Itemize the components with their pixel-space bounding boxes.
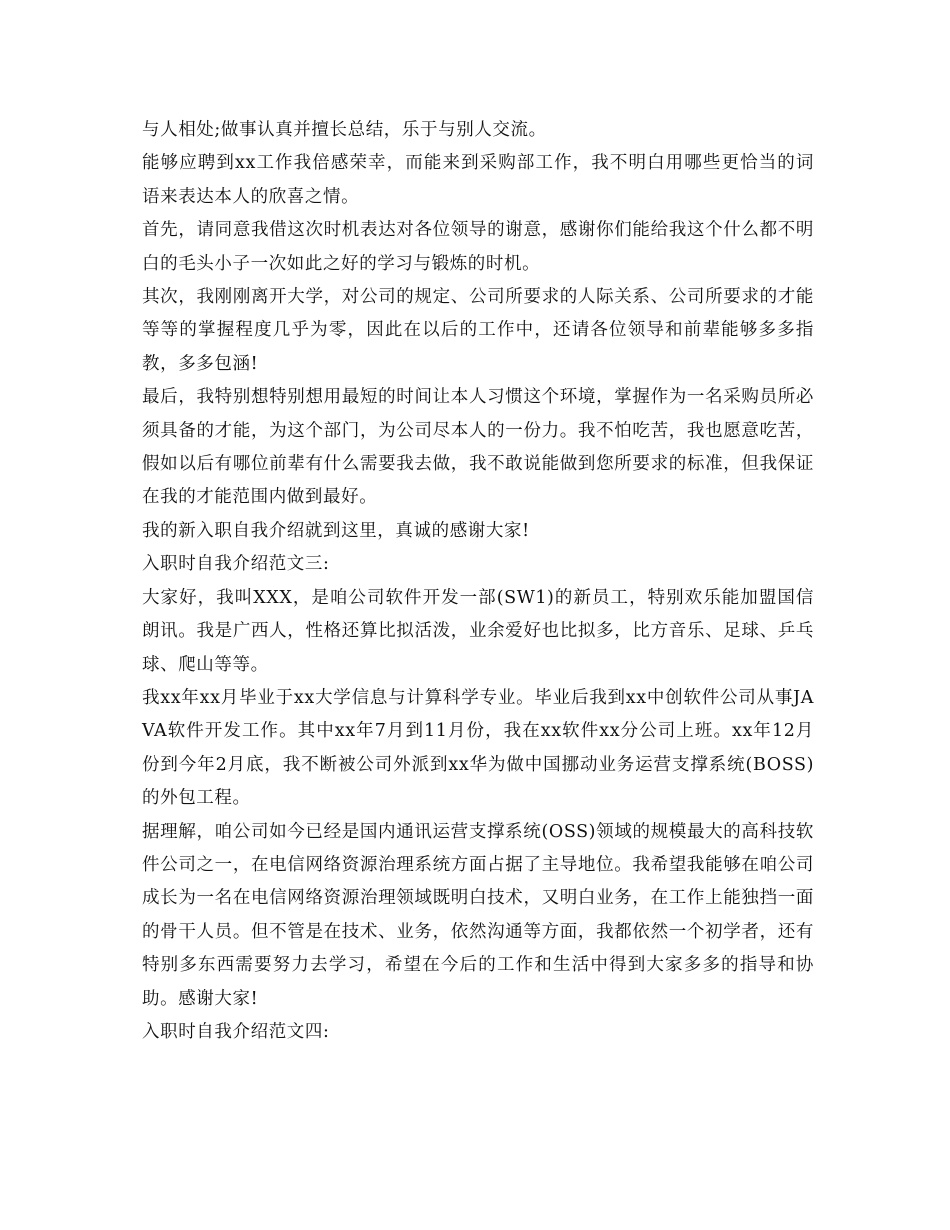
- paragraph-5: 最后，我特别想特别想用最短的时间让本人习惯这个环境，掌握作为一名采购员所必须具备的才能，为这个部门，为公司尽本人的一份力。我不怕吃苦，我也愿意吃苦，假如以后有哪位前辈有什么需要我去做，我不敢说能做到您所要求的标准，但我保证在我的才能范围内做到最好。: [142, 387, 814, 508]
- paragraph-6: 我的新入职自我介绍就到这里，真诚的感谢大家!: [142, 520, 530, 541]
- paragraph-7: 大家好，我叫XXX，是咱公司软件开发一部(SW1)的新员工，特别欢乐能加盟国信朗讯。我是广西人，性格还算比拟活泼，业余爱好也比拟多，比方音乐、足球、乒乓球、爬山等等。: [142, 587, 814, 675]
- paragraph-8: 我xx年xx月毕业于xx大学信息与计算科学专业。毕业后我到xx中创软件公司从事JAVA软件开发工作。其中xx年7月到11月份，我在xx软件xx分公司上班。xx年12月份到今年2月底，我不断被公司外派到xx华为做中国挪动业务运营支撑系统(BOSS)的外包工程。: [142, 687, 814, 809]
- paragraph-3: 首先，请同意我借这次时机表达对各位领导的谢意，感谢你们能给我这个什么都不明白的毛头小子一次如此之好的学习与锻炼的时机。: [142, 220, 814, 274]
- paragraph-2: 能够应聘到xx工作我倍感荣幸，而能来到采购部工作，我不明白用哪些更恰当的词语来表达本人的欣喜之情。: [142, 153, 814, 207]
- paragraph-1: 与人相处;做事认真并擅长总结，乐于与别人交流。: [142, 120, 547, 140]
- section-heading-3: 入职时自我介绍范文三:: [142, 554, 330, 575]
- document-body: [142, 114, 814, 1049]
- paragraph-9: 据理解，咱公司如今已经是国内通讯运营支撑系统(OSS)领域的规模最大的高科技软件公司之一，在电信网络资源治理系统方面占据了主导地位。我希望我能够在咱公司成长为一名在电信网络资源治理领域既明白技术，又明白业务，在工作上能独挡一面的骨干人员。但不管是在技术、业务，依然沟通等方面，我都依然一个初学者，还有特别多东西需要努力去学习，希望在今后的工作和生活中得到大家多多的指导和协助。感谢大家!: [142, 821, 814, 1009]
- paragraph-4: 其次，我刚刚离开大学，对公司的规定、公司所要求的人际关系、公司所要求的才能等等的掌握程度几乎为零，因此在以后的工作中，还请各位领导和前辈能够多多指教，多多包涵!: [142, 287, 814, 374]
- section-heading-4: 入职时自我介绍范文四:: [142, 1021, 330, 1042]
